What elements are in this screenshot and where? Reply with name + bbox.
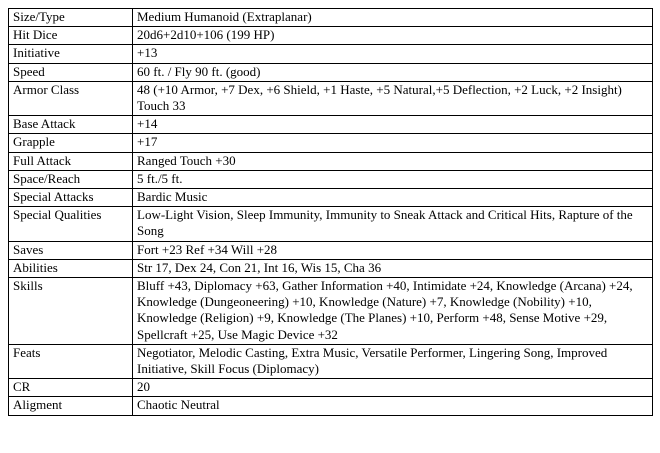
row-size-type: [9, 9, 653, 27]
row-label: Aligment: [9, 397, 133, 415]
row-initiative: [9, 45, 653, 63]
row-value: Ranged Touch +30: [133, 152, 653, 170]
row-skills: [9, 278, 653, 345]
row-value: Chaotic Neutral: [133, 397, 653, 415]
row-value: 48 (+10 Armor, +7 Dex, +6 Shield, +1 Haste, +5 Natural,+5 Deflection, +2 Luck, +2 Insight) Touch 33: [133, 81, 653, 115]
row-label: Special Qualities: [9, 207, 133, 241]
row-speed: [9, 63, 653, 81]
row-special-attacks: [9, 189, 653, 207]
row-value: Negotiator, Melodic Casting, Extra Music, Versatile Performer, Lingering Song, Improved Initiative, Skill Focus (Diplomacy): [133, 344, 653, 378]
row-label: CR: [9, 379, 133, 397]
row-value: 5 ft./5 ft.: [133, 170, 653, 188]
row-cr: [9, 379, 653, 397]
row-label: Armor Class: [9, 81, 133, 115]
row-space-reach: [9, 170, 653, 188]
row-label: Initiative: [9, 45, 133, 63]
row-value: +14: [133, 116, 653, 134]
row-value: Medium Humanoid (Extraplanar): [133, 9, 653, 27]
row-base-attack: [9, 116, 653, 134]
row-label: Abilities: [9, 259, 133, 277]
stat-block-table: [8, 8, 653, 416]
row-label: Size/Type: [9, 9, 133, 27]
row-label: Grapple: [9, 134, 133, 152]
row-value: Low-Light Vision, Sleep Immunity, Immunity to Sneak Attack and Critical Hits, Rapture of the Song: [133, 207, 653, 241]
row-label: Feats: [9, 344, 133, 378]
row-value: Bardic Music: [133, 189, 653, 207]
row-armor-class: [9, 81, 653, 115]
row-label: Saves: [9, 241, 133, 259]
row-special-qualities: [9, 207, 653, 241]
row-label: Space/Reach: [9, 170, 133, 188]
row-label: Hit Dice: [9, 27, 133, 45]
row-feats: [9, 344, 653, 378]
row-value: Str 17, Dex 24, Con 21, Int 16, Wis 15, Cha 36: [133, 259, 653, 277]
row-value: +17: [133, 134, 653, 152]
row-label: Base Attack: [9, 116, 133, 134]
row-label: Speed: [9, 63, 133, 81]
row-value: 20: [133, 379, 653, 397]
row-full-attack: [9, 152, 653, 170]
row-value: 60 ft. / Fly 90 ft. (good): [133, 63, 653, 81]
row-label: Special Attacks: [9, 189, 133, 207]
row-label: Full Attack: [9, 152, 133, 170]
row-grapple: [9, 134, 653, 152]
row-value: 20d6+2d10+106 (199 HP): [133, 27, 653, 45]
row-value: Bluff +43, Diplomacy +63, Gather Information +40, Intimidate +24, Knowledge (Arcana) +24, Knowledge (Dungeoneering) +10, Knowledge (Nature) +7, Knowledge (Nobility) +10, Knowledge (Religion) +9, Knowledge (The Planes) +10, Perform +48, Sense Motive +29, Spellcraft +25, Use Magic Device +32: [133, 278, 653, 345]
row-saves: [9, 241, 653, 259]
row-value: Fort +23 Ref +34 Will +28: [133, 241, 653, 259]
row-label: Skills: [9, 278, 133, 345]
row-alignment: [9, 397, 653, 415]
row-value: +13: [133, 45, 653, 63]
row-abilities: [9, 259, 653, 277]
row-hit-dice: [9, 27, 653, 45]
